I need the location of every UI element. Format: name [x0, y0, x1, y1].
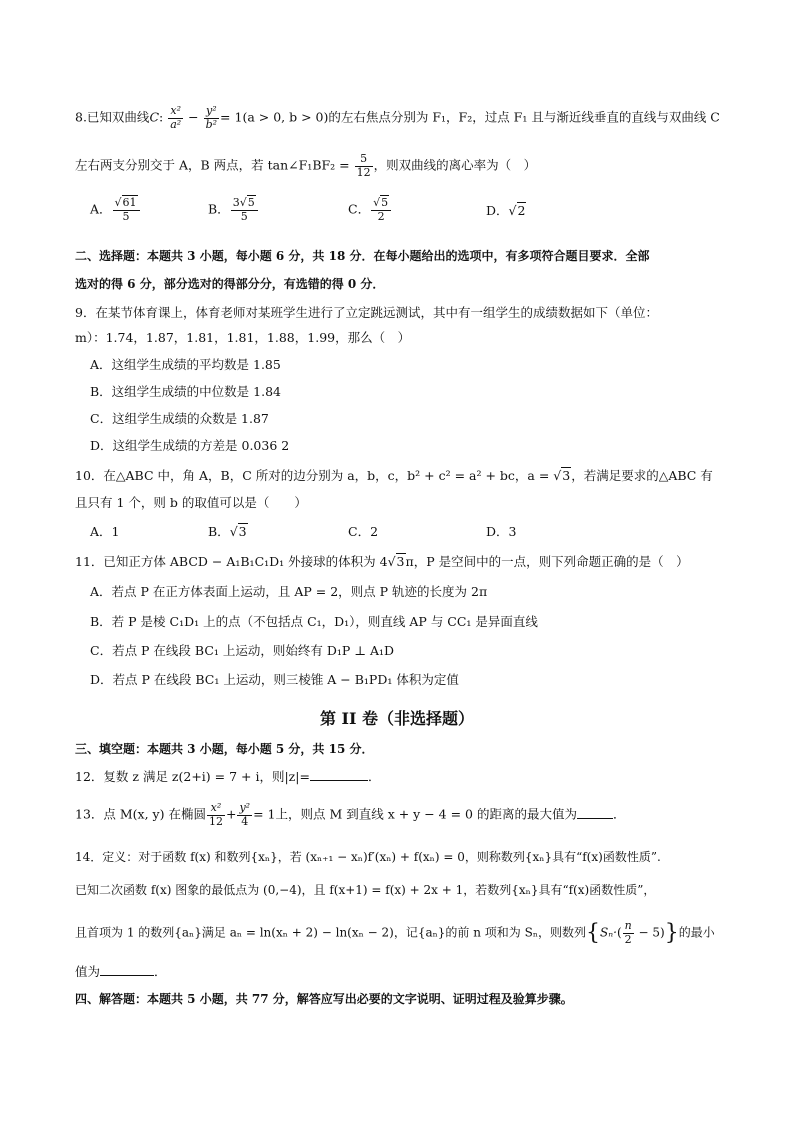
q10-option-b-rad: 3: [238, 524, 247, 539]
q8-text-b: 的左右焦点分别为 F₁，F₂，过点 F₁ 且与渐近线垂直的直线与双曲线 C: [328, 109, 720, 125]
q12-answer-blank[interactable]: [310, 780, 368, 781]
q14-line-1: 14．定义：对于函数 f(x) 和数列{xₙ}，若 (xₙ₊₁ − xₙ)f′(xₙ) + f(xₙ) = 0，则称数列{xₙ}具有“f(x)函数性质”.: [75, 850, 661, 864]
q11-option-a[interactable]: A．若点 P 在正方体表面上运动，且 AP = 2，则点 P 轨迹的长度为 2π: [90, 584, 488, 599]
q14-answer-blank[interactable]: [100, 975, 154, 976]
q8-tan-num: 5: [355, 153, 373, 167]
q14-line-2: 已知二次函数 f(x) 图象的最低点为 (0,−4)，且 f(x+1) = f(x) + 2x + 1，若数列{xₙ}具有“f(x)函数性质”，: [75, 883, 656, 897]
q8-option-b-den: 5: [240, 209, 248, 223]
q9-option-d[interactable]: D．这组学生成绩的方差是 0.036 2: [90, 438, 290, 453]
q8-line2-tail: ，则双曲线的离心率为（ ）: [373, 157, 537, 173]
q10-option-b[interactable]: B．√3: [208, 524, 247, 539]
q8-option-b-rad: 5: [247, 196, 255, 209]
q8-option-a-frac: $\frac{√61}{5}$: [113, 197, 140, 223]
q8-eq-tail: = 1(a > 0, b > 0): [220, 109, 329, 125]
q11-line-1: 11．已知正方体 ABCD − A₁B₁C₁D₁ 外接球的体积为 4√3π，P 是空间中的一点，则下列命题正确的是（ ）: [75, 554, 689, 569]
q13-frac-x-den: 12: [208, 814, 223, 828]
q13-frac-y-den: 4: [241, 814, 249, 828]
q13-frac-y: [237, 802, 252, 828]
q8-option-c-frac: $\frac{√5}{2}$: [371, 197, 391, 223]
q8-tan-den: 12: [356, 165, 371, 179]
q8-option-b-label: B．: [208, 201, 230, 217]
q14-line4-tail: ．: [154, 964, 167, 979]
q8-text: 8.已知双曲线: [75, 109, 150, 125]
q14-line3-text: 且首项为 1 的数列{aₙ}满足 aₙ = ln(xₙ + 2) − ln(xₙ − 2)，记{aₙ}的前 n 项和为 Sₙ，则数列: [75, 925, 587, 940]
q8-tan-frac: [355, 153, 373, 179]
section2-line-2: 选对的得 6 分，部分选对的得部分分，有选错的得 0 分．: [75, 277, 385, 291]
q12-text-tail: ．: [367, 769, 381, 784]
q8-option-a[interactable]: [90, 197, 141, 223]
q8-frac-y-den: b²: [205, 117, 218, 131]
q8-option-b-coef: 3: [232, 196, 240, 209]
q8-option-a-rad: 61: [122, 196, 137, 209]
q8-frac-y-num: y²: [204, 105, 219, 119]
q8-option-c-rad: 5: [381, 196, 389, 209]
q10-option-b-label: B．: [208, 524, 230, 539]
q8-line2-text: 左右两支分别交于 A，B 两点，若 tan∠F₁BF₂ =: [75, 157, 350, 173]
q14-line-3: 且首项为 1 的数列{aₙ}满足 aₙ = ln(xₙ + 2) − ln(xₙ − 2)，记{aₙ}的前 n 项和为 Sₙ，则数列{Sₙ·( $\frac{n}{2}$ − 5)}的最小: [75, 919, 715, 946]
q8-option-d-rad: 2: [517, 203, 526, 218]
q10-option-c[interactable]: C．2: [348, 524, 379, 539]
q8-minus: −: [184, 109, 203, 125]
q8-option-b[interactable]: [208, 197, 259, 223]
q13-answer-blank[interactable]: [577, 818, 613, 819]
q10-option-d[interactable]: D．3: [486, 524, 517, 539]
q8-option-c-den: 2: [377, 209, 385, 223]
q8-option-c-label: C．: [348, 201, 371, 217]
q9-line-1: 9．在某节体育课上，体育老师对某班学生进行了立定跳远测试，其中有一组学生的成绩数据如下（单位：: [75, 305, 658, 320]
q10-text-b: ，若满足要求的△ABC 有: [571, 468, 713, 483]
q13-frac-x-num: x²: [207, 802, 225, 816]
q8-curve-name: C: [149, 109, 160, 125]
q13-frac-y-num: y²: [239, 801, 251, 814]
q12-line: [75, 767, 380, 785]
q8-option-c[interactable]: [348, 197, 392, 223]
q8-line-2: [75, 153, 536, 179]
q11-text-b: π，P 是空间中的一点，则下列命题正确的是（ ）: [405, 554, 689, 569]
q10-line-2: 且只有 1 个，则 b 的取值可以是（ ）: [75, 495, 307, 510]
q13-text-tail: ．: [612, 806, 626, 822]
part2-heading: 第 II 卷（非选择题）: [319, 709, 475, 728]
q14-frac-den: 2: [624, 932, 632, 946]
q11-rad: 3: [396, 554, 405, 569]
q11-option-d[interactable]: D．若点 P 在线段 BC₁ 上运动，则三棱锥 A − B₁PD₁ 体积为定值: [90, 672, 459, 687]
q11-option-c[interactable]: C．若点 P 在线段 BC₁ 上运动，则始终有 D₁P ⊥ A₁D: [90, 643, 395, 658]
q9-line-2: m）：1.74，1.87，1.81，1.81，1.88，1.99，那么（ ）: [75, 330, 411, 345]
q13-text: 13．点 M(x, y) 在椭圆: [75, 806, 206, 822]
section2-line-1: 二、选择题：本题共 3 小题，每小题 6 分，共 18 分．在每小题给出的选项中，有多项符合题目要求．全部: [75, 249, 650, 263]
q13-text-b: = 1上，则点 M 到直线 x + y − 4 = 0 的距离的最大值为: [253, 806, 577, 822]
q8-frac-x-num: x²: [168, 105, 183, 119]
q14-line3-tail: 的最小: [678, 925, 715, 940]
q14-brace-open: {: [586, 920, 601, 946]
q11-text: 11．已知正方体 ABCD − A₁B₁C₁D₁ 外接球的体积为 4: [75, 554, 388, 569]
q10-option-a[interactable]: A．1: [90, 524, 120, 539]
q13-plus: +: [225, 806, 237, 822]
q14-line-4: [75, 962, 167, 980]
q14-sn: Sₙ·: [600, 925, 617, 940]
section4-title: 四、解答题：本题共 5 小题，共 77 分，解答应写出必要的文字说明、证明过程及验算步骤。: [75, 992, 573, 1006]
q14-line4-text: 值为: [75, 964, 101, 979]
q10-text: 10．在△ABC 中，角 A，B，C 所对的边分别为 a，b，c，b² + c² = a² + bc，a =: [75, 468, 554, 483]
q8-option-d[interactable]: D．√2: [486, 203, 526, 218]
q8-frac-x-den: a²: [170, 117, 182, 131]
q11-option-b[interactable]: B．若 P 是棱 C₁D₁ 上的点（不包括点 C₁，D₁），则直线 AP 与 CC₁ 是异面直线: [90, 614, 538, 629]
q8-option-a-label: A．: [90, 201, 112, 217]
q14-brace-close: }: [664, 920, 679, 946]
q8-line-1: 8.已知双曲线C: $\frac{\text{x²}}{\text{a²}}$ − $\frac{\text{y²}}{\text{b²}}$ = 1(a > 0, b > 0)的左右焦点分别为 F₁，F₂，过点 F₁ 且与渐近线垂直的直线与双曲线 C: [75, 104, 720, 131]
section3-title: 三、填空题：本题共 3 小题，每小题 5 分，共 15 分．: [75, 742, 374, 756]
q8-option-d-label: D．: [486, 203, 509, 218]
q14-frac: [623, 920, 634, 946]
q13-frac-x: [207, 802, 225, 828]
q14-frac-tail: − 5: [634, 925, 661, 940]
q14-frac-num: n: [624, 919, 632, 932]
q8-frac-x: [168, 105, 183, 131]
q9-option-a[interactable]: A．这组学生成绩的平均数是 1.85: [90, 357, 281, 372]
q8-frac-y: [204, 105, 219, 131]
q13-line: [75, 802, 625, 828]
q9-option-b[interactable]: B．这组学生成绩的中位数是 1.84: [90, 384, 281, 399]
q10-line-1: 10．在△ABC 中，角 A，B，C 所对的边分别为 a，b，c，b² + c² = a² + bc，a = √3，若满足要求的△ABC 有: [75, 468, 713, 483]
q8-option-a-den: 5: [122, 209, 130, 223]
q10-rad: 3: [562, 468, 571, 483]
q12-text: 12．复数 z 满足 z(2+i) = 7 + i，则|z|=: [75, 769, 310, 784]
q9-option-c[interactable]: C．这组学生成绩的众数是 1.87: [90, 411, 269, 426]
q8-option-b-frac: $\frac{3√5}{5}$: [231, 197, 258, 223]
